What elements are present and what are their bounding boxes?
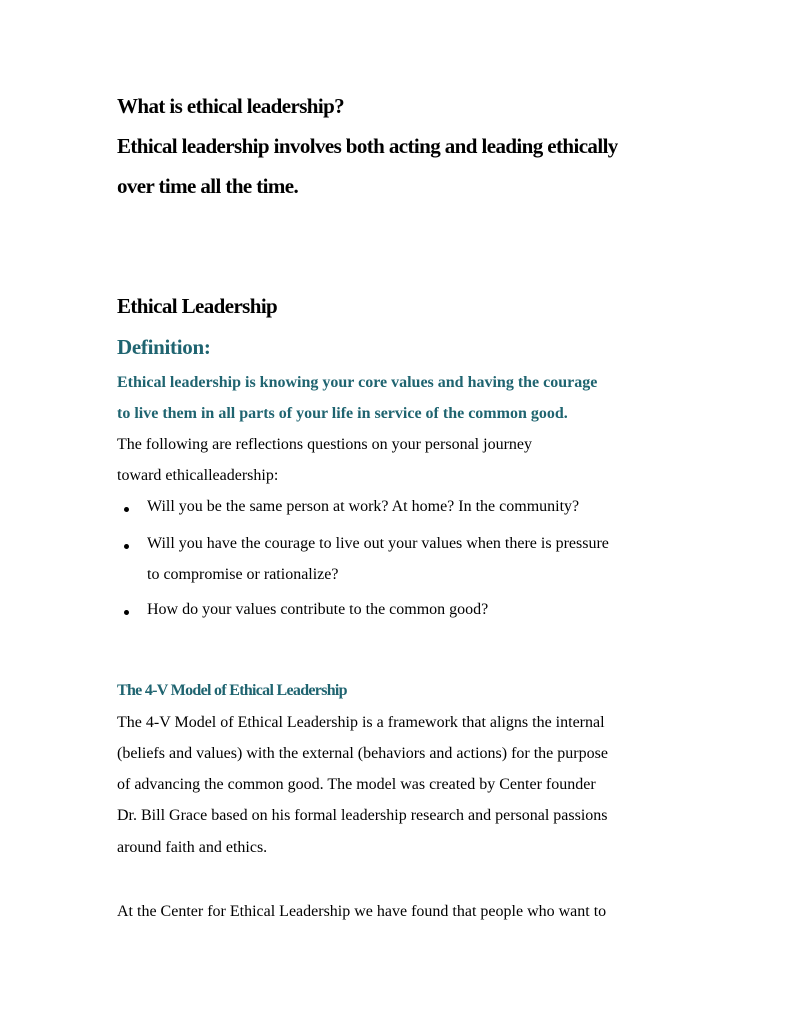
reflection-intro-line: toward ethicalleadership:	[117, 467, 279, 484]
definition-heading: Definition:	[117, 335, 211, 359]
reflection-intro-line: The following are reflections questions on your personal journey	[117, 436, 532, 453]
definition-text-line: Ethical leadership is knowing your core values and having the courage	[117, 374, 598, 391]
list-item-continuation: to compromise or rationalize?	[147, 566, 339, 583]
model-heading: The 4-V Model of Ethical Leadership	[117, 682, 347, 699]
list-item: How do your values contribute to the common good?	[147, 601, 489, 618]
bullet-icon	[124, 544, 129, 549]
intro-answer-line: Ethical leadership involves both acting and leading ethically	[117, 134, 618, 158]
section-title: Ethical Leadership	[117, 294, 278, 318]
model-paragraph-line: around faith and ethics.	[117, 839, 268, 856]
model-paragraph-line: of advancing the common good. The model was created by Center founder	[117, 776, 596, 793]
bullet-icon	[124, 507, 129, 512]
intro-question: What is ethical leadership?	[117, 94, 345, 118]
model-paragraph-line: Dr. Bill Grace based on his formal leadership research and personal passions	[117, 807, 608, 824]
bullet-icon	[124, 610, 129, 615]
list-item: Will you be the same person at work? At home? In the community?	[147, 498, 580, 515]
closing-line: At the Center for Ethical Leadership we have found that people who want to	[117, 903, 607, 920]
definition-text-line: to live them in all parts of your life in service of the common good.	[117, 405, 568, 422]
model-paragraph-line: (beliefs and values) with the external (behaviors and actions) for the purpose	[117, 745, 608, 762]
intro-answer-line: over time all the time.	[117, 174, 299, 198]
model-paragraph-line: The 4-V Model of Ethical Leadership is a framework that aligns the internal	[117, 714, 605, 731]
list-item: Will you have the courage to live out your values when there is pressure	[147, 535, 609, 552]
